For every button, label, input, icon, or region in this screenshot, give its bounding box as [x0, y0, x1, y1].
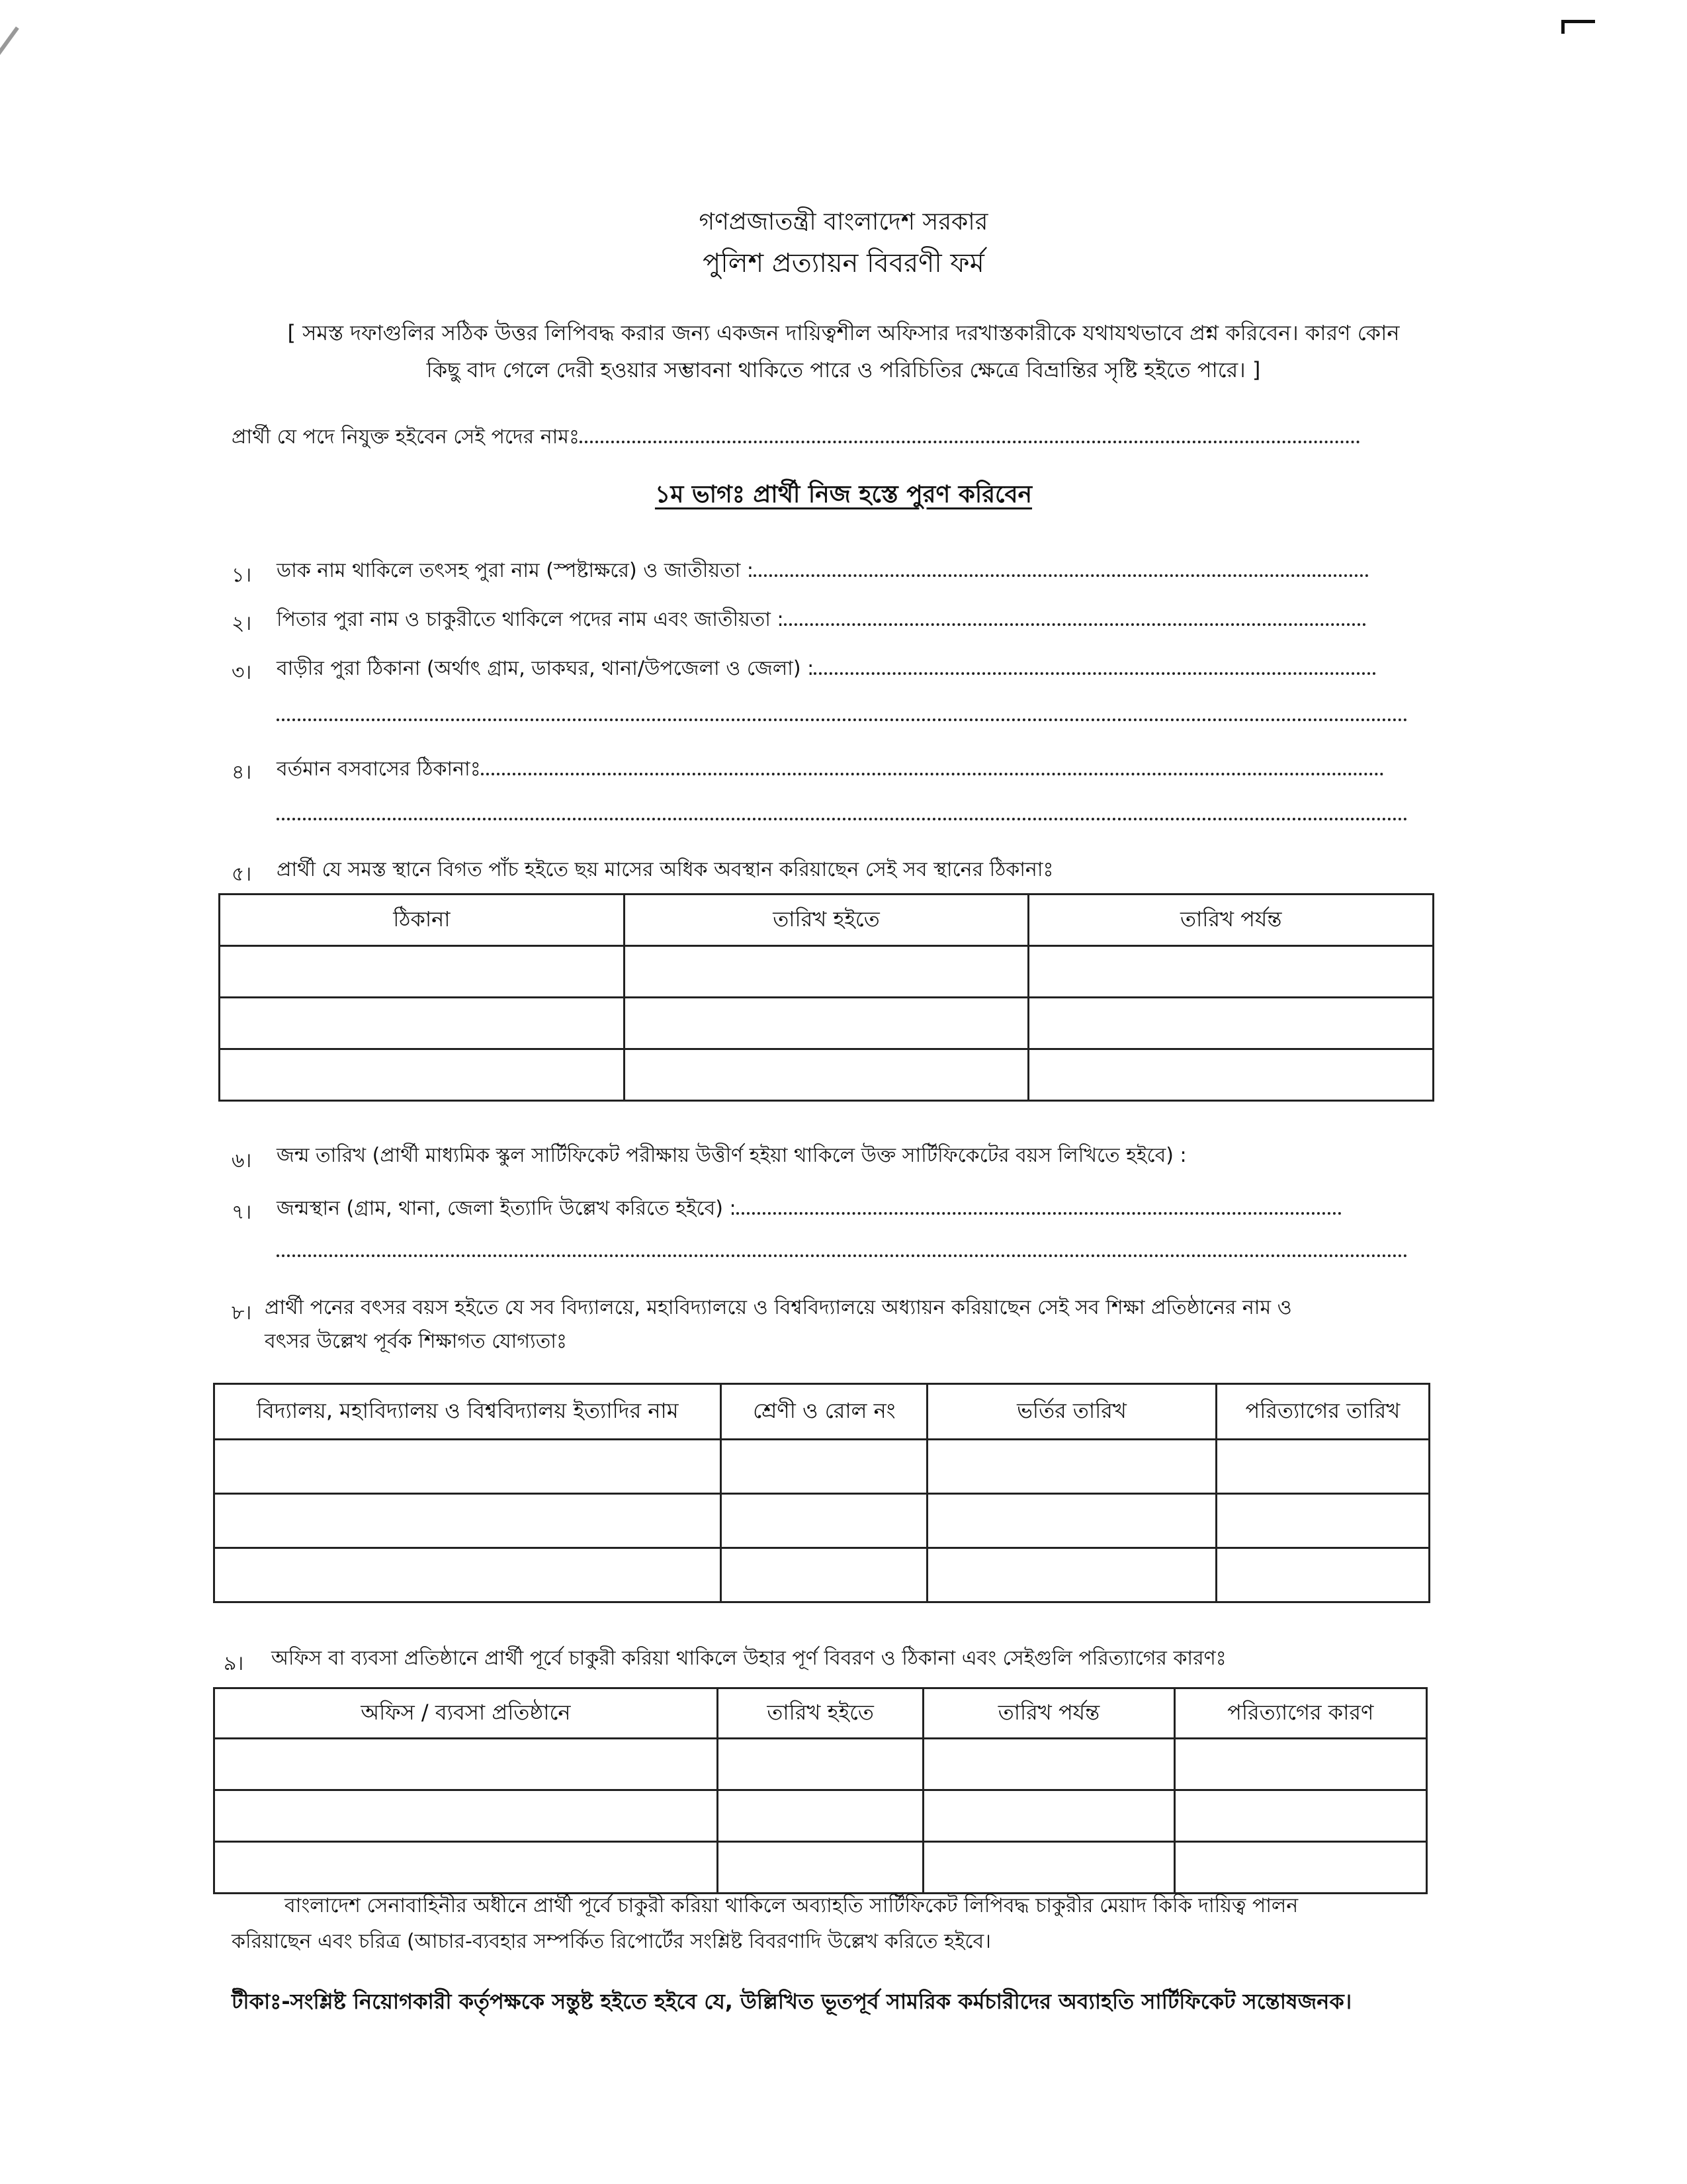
- q7-text: জন্মস্থান (গ্রাম, থানা, জেলা ইত্যাদি উল্লেখ করিতে হইবে) :: [277, 1197, 736, 1220]
- table-cell[interactable]: [1216, 1494, 1429, 1548]
- q8-number: ৮।: [232, 1301, 252, 1325]
- q1-number: ১।: [232, 564, 252, 587]
- army-note-line-2: করিয়াছেন এবং চরিত্র (আচার-ব্যবহার সম্পর্কিত রিপোর্টের সংশ্লিষ্ট বিবরণাদি উল্লেখ করিতে হইবে।: [232, 1930, 991, 1953]
- table-cell[interactable]: [1174, 1842, 1427, 1894]
- part1-heading: [0, 476, 1687, 516]
- table-cell[interactable]: [214, 1790, 718, 1842]
- q9-header-leaving-reason: পরিত্যাগের কারণ: [1174, 1688, 1427, 1739]
- q9-header-to-date: তারিখ পর্যন্ত: [924, 1688, 1174, 1739]
- table-cell[interactable]: [214, 1440, 721, 1494]
- q4-number: ৪।: [232, 761, 252, 784]
- q1-field[interactable]: [754, 574, 1369, 577]
- q9-header-from-date: তারিখ হইতে: [717, 1688, 924, 1739]
- table-cell[interactable]: [220, 946, 625, 998]
- q2-row: [277, 603, 1366, 637]
- table-cell[interactable]: [924, 1790, 1174, 1842]
- table-cell[interactable]: [717, 1842, 924, 1894]
- q9-employment-table: [213, 1687, 1428, 1894]
- q8-education-table: [213, 1383, 1430, 1603]
- army-note-line-1: বাংলাদেশ সেনাবাহিনীর অধীনে প্রার্থী পূর্বে চাকুরী করিয়া থাকিলে অব্যাহতি সার্টিফিকেট লিপিবদ্ধ চাকুরীর মেয়াদ কিকি দায়িত্ব পালন: [284, 1894, 1299, 1917]
- q2-text: পিতার পুরা নাম ও চাকুরীতে থাকিলে পদের নাম এবং জাতীয়তা :: [277, 608, 784, 631]
- q2-number: ২।: [232, 612, 252, 635]
- table-cell[interactable]: [214, 1494, 721, 1548]
- q5-number: ৫।: [232, 863, 252, 886]
- footnote: টীকাঃ-সংশ্লিষ্ট নিয়োগকারী কর্তৃপক্ষকে সন্তুষ্ট হইতে হইবে যে, উল্লিখিত ভূতপূর্ব সামরিক কর্মচারীদের অব্যাহতি সার্টিফিকেট সন্তোষজনক।: [232, 1989, 1352, 2014]
- table-cell[interactable]: [1029, 1049, 1434, 1101]
- post-name-field[interactable]: [580, 441, 1360, 443]
- q7-field-line-2[interactable]: [277, 1237, 1408, 1257]
- table-cell[interactable]: [624, 998, 1029, 1049]
- table-cell[interactable]: [717, 1739, 924, 1790]
- q3-row: [277, 652, 1376, 686]
- q8-header-leaving-date: পরিত্যাগের তারিখ: [1216, 1384, 1429, 1440]
- table-cell[interactable]: [721, 1548, 928, 1602]
- table-cell[interactable]: [721, 1494, 928, 1548]
- table-cell[interactable]: [624, 1049, 1029, 1101]
- q3-field[interactable]: [814, 672, 1376, 675]
- instruction-line-1: [ সমস্ত দফাগুলির সঠিক উত্তর লিপিবদ্ধ করার জন্য একজন দায়িত্বশীল অফিসার দরখাস্তকারীকে যথাযথভাবে প্রশ্ন করিবেন। কারণ কোন: [287, 320, 1400, 345]
- q8-text: প্রার্থী পনের বৎসর বয়স হইতে যে সব বিদ্যালয়ে, মহাবিদ্যালয়ে ও বিশ্ববিদ্যালয়ে অধ্যায়ন করিয়াছেন সেই সব শিক্ষা প্রতিষ্ঠানের নাম ও: [265, 1296, 1292, 1319]
- table-cell[interactable]: [214, 1548, 721, 1602]
- q4-text: বর্তমান বসবাসের ঠিকানাঃ: [277, 758, 481, 781]
- instruction-line-2: কিছু বাদ গেলে দেরী হওয়ার সম্ভাবনা থাকিতে পারে ও পরিচিতির ক্ষেত্রে বিভ্রান্তির সৃষ্টি হইতে পারে। ]: [426, 357, 1261, 382]
- table-cell[interactable]: [717, 1790, 924, 1842]
- post-name-row: [232, 421, 1360, 455]
- table-cell[interactable]: [1029, 998, 1434, 1049]
- table-cell[interactable]: [1216, 1440, 1429, 1494]
- q5-address-table: [218, 893, 1434, 1102]
- table-cell[interactable]: [1216, 1548, 1429, 1602]
- q2-field[interactable]: [784, 623, 1366, 626]
- q8-header-class-roll: শ্রেণী ও রোল নং: [721, 1384, 928, 1440]
- q8-header-institution: বিদ্যালয়, মহাবিদ্যালয় ও বিশ্ববিদ্যালয় ইত্যাদির নাম: [214, 1384, 721, 1440]
- table-cell[interactable]: [220, 998, 625, 1049]
- table-cell[interactable]: [220, 1049, 625, 1101]
- q1-row: [277, 554, 1369, 588]
- q3-field-line-2[interactable]: [277, 701, 1408, 721]
- q9-header-office: অফিস / ব্যবসা প্রতিষ্ঠানে: [214, 1688, 718, 1739]
- part1-title: ১ম ভাগঃ প্রার্থী নিজ হস্তে পুরণ করিবেন: [654, 481, 1033, 508]
- q9-text: অফিস বা ব্যবসা প্রতিষ্ঠানে প্রার্থী পূর্বে চাকুরী করিয়া থাকিলে উহার পূর্ণ বিবরণ ও ঠিকানা এবং সেইগুলি পরিত্যাগের কারণঃ: [271, 1647, 1227, 1670]
- q4-field[interactable]: [481, 773, 1384, 775]
- q4-row: [277, 753, 1384, 787]
- q8-header-admission-date: ভর্তির তারিখ: [928, 1384, 1216, 1440]
- table-cell[interactable]: [928, 1440, 1216, 1494]
- table-cell[interactable]: [924, 1842, 1174, 1894]
- table-cell[interactable]: [928, 1548, 1216, 1602]
- q5-header-from-date: তারিখ হইতে: [624, 895, 1029, 946]
- header-government: গণপ্রজাতন্ত্রী বাংলাদেশ সরকার: [699, 208, 988, 236]
- form-title: পুলিশ প্রত্যায়ন বিবরণী ফর্ম: [703, 248, 984, 279]
- table-cell[interactable]: [924, 1739, 1174, 1790]
- table-cell[interactable]: [214, 1842, 718, 1894]
- table-cell[interactable]: [928, 1494, 1216, 1548]
- q1-text: ডাক নাম থাকিলে তৎসহ পুরা নাম (স্পষ্টাক্ষরে) ও জাতীয়তা :: [277, 559, 754, 582]
- table-cell[interactable]: [1174, 1790, 1427, 1842]
- page-corner-mark: [1561, 20, 1595, 34]
- q8-text-line-2: বৎসর উল্লেখ পূর্বক শিক্ষাগত যোগ্যতাঃ: [265, 1330, 567, 1353]
- table-cell[interactable]: [1029, 946, 1434, 998]
- q7-number: ৭।: [232, 1201, 252, 1224]
- q7-field[interactable]: [736, 1212, 1342, 1215]
- q6-number: ৬।: [232, 1149, 252, 1172]
- q5-header-address: ঠিকানা: [220, 895, 625, 946]
- q5-text: প্রার্থী যে সমস্ত স্থানে বিগত পাঁচ হইতে ছয় মাসের অধিক অবস্থান করিয়াছেন সেই সব স্থানের ঠিকানাঃ: [277, 858, 1054, 881]
- q3-text: বাড়ীর পুরা ঠিকানা (অর্থাৎ গ্রাম, ডাকঘর, থানা/উপজেলা ও জেলা) :: [277, 657, 814, 680]
- q5-header-to-date: তারিখ পর্যন্ত: [1029, 895, 1434, 946]
- table-cell[interactable]: [624, 946, 1029, 998]
- q3-number: ৩।: [232, 661, 252, 684]
- q9-number: ৯।: [224, 1652, 244, 1675]
- post-name-label: প্রার্থী যে পদে নিযুক্ত হইবেন সেই পদের নামঃ: [232, 425, 580, 449]
- q4-field-line-2[interactable]: [277, 801, 1408, 820]
- q7-row: [277, 1192, 1342, 1226]
- q6-text: জন্ম তারিখ (প্রার্থী মাধ্যমিক স্কুল সার্টিফিকেট পরীক্ষায় উত্তীর্ণ হইয়া থাকিলে উক্ত সার্টিফিকেটের বয়স লিখিতে হইবে) :: [277, 1144, 1187, 1167]
- table-cell[interactable]: [214, 1739, 718, 1790]
- table-cell[interactable]: [721, 1440, 928, 1494]
- table-cell[interactable]: [1174, 1739, 1427, 1790]
